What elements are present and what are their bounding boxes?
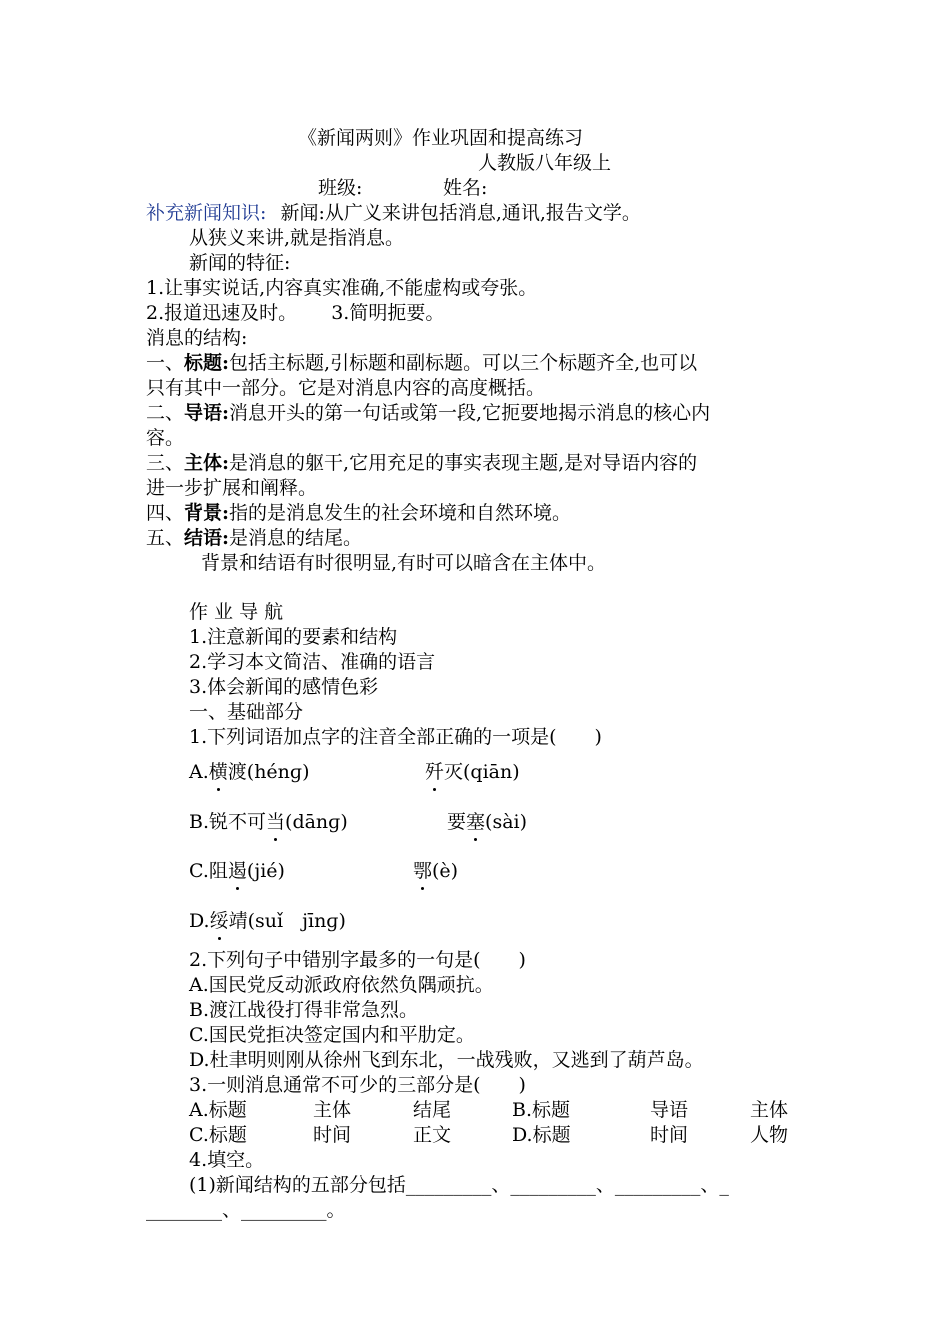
structure-text: 指的是消息发生的社会环境和自然环境。 <box>229 502 572 524</box>
guide-item: 2.学习本文简洁、准确的语言 <box>189 651 436 673</box>
question-1-stem: 1.下列词语加点字的注音全部正确的一项是( ) <box>189 726 602 748</box>
option-text: (è) <box>432 860 459 882</box>
knowledge-line-4: 1.让事实说话,内容真实准确,不能虚构或夸张。 <box>146 277 538 299</box>
q3-option-cell: 人物 <box>750 1124 789 1146</box>
structure-num: 四、 <box>146 502 185 524</box>
q3-option-cell: C.标题 <box>189 1124 247 1146</box>
structure-num: 三、 <box>146 452 185 474</box>
guide-item: 1.注意新闻的要素和结构 <box>189 626 398 648</box>
structure-cont: 只有其中一部分。它是对消息内容的高度概括。 <box>146 377 546 399</box>
structure-term: 结语: <box>184 527 230 549</box>
guide-heading: 作 业 导 航 <box>189 601 284 623</box>
dotted-char: 塞 <box>466 811 486 833</box>
q4-blank-line: (1)新闻结构的五部分包括_________、_________、_________、_ <box>189 1174 729 1196</box>
q1-option-c-2 <box>413 859 458 883</box>
q3-option-cell: A.标题 <box>189 1099 247 1121</box>
knowledge-line-6: 消息的结构: <box>146 327 248 349</box>
structure-item <box>146 526 362 550</box>
structure-text: 是消息的结尾。 <box>229 527 363 549</box>
structure-item <box>146 451 697 475</box>
q3-option-cell: 主体 <box>750 1099 789 1121</box>
q1-option-b-2 <box>447 810 527 834</box>
structure-cont: 进一步扩展和阐释。 <box>146 477 318 499</box>
option-text: 灭(qiān) <box>444 761 520 783</box>
option-text: 渡(hénɡ) <box>227 761 310 783</box>
dotted-char: 歼 <box>425 761 445 783</box>
q3-option-cell: D.标题 <box>512 1124 571 1146</box>
structure-note: 背景和结语有时很明显,有时可以暗含在主体中。 <box>201 552 607 574</box>
structure-item <box>146 501 571 525</box>
q1-option-a-2 <box>425 760 520 784</box>
q3-option-cell: 时间 <box>313 1124 352 1146</box>
structure-text: 是消息的躯干,它用充足的事实表现主题,是对导语内容的 <box>229 452 698 474</box>
structure-cont: 容。 <box>146 427 185 449</box>
option-prefix: 要 <box>447 811 467 833</box>
question-3-stem: 3.一则消息通常不可少的三部分是( ) <box>189 1074 526 1096</box>
q2-option: C.国民党拒决签定国内和平肋定。 <box>189 1024 475 1046</box>
structure-item <box>146 401 710 425</box>
q2-option: D.杜聿明则刚从徐州飞到东北，一战残败，又逃到了葫芦岛。 <box>189 1049 704 1071</box>
option-text: (dānɡ) <box>285 811 348 833</box>
question-2-stem: 2.下列句子中错别字最多的一句是( ) <box>189 949 526 971</box>
dotted-char: 鄂 <box>413 860 433 882</box>
knowledge-text: 新闻:从广义来讲包括消息,通讯,报告文学。 <box>280 202 641 224</box>
section-heading: 一、基础部分 <box>189 701 304 723</box>
structure-term: 背景: <box>184 502 230 524</box>
question-4-stem: 4.填空。 <box>189 1149 265 1171</box>
name-label: 姓名: <box>443 177 488 199</box>
q3-option-cell: 导语 <box>650 1099 689 1121</box>
option-prefix: C.阻 <box>189 860 228 882</box>
class-label: 班级: <box>318 177 363 199</box>
doc-subtitle: 人教版八年级上 <box>478 152 612 174</box>
q2-option: B.渡江战役打得非常急烈。 <box>189 999 419 1021</box>
dotted-char: 遏 <box>227 860 247 882</box>
option-prefix: D. <box>189 910 210 932</box>
feature-2: 2.报道迅速及时。 <box>146 302 298 324</box>
structure-text: 包括主标题,引标题和副标题。可以三个标题齐全,也可以 <box>229 352 698 374</box>
option-prefix: A. <box>189 761 209 783</box>
option-text: 靖(suǐ jīnɡ) <box>228 910 346 932</box>
dotted-char: 绥 <box>209 910 229 932</box>
doc-title: 《新闻两则》作业巩固和提高练习 <box>298 127 584 149</box>
structure-num: 一、 <box>146 352 185 374</box>
q1-option-d <box>189 909 346 933</box>
option-text: (sài) <box>485 811 528 833</box>
q3-option-cell: 时间 <box>650 1124 689 1146</box>
q4-blank-line-cont: ________、_________。 <box>146 1199 346 1221</box>
q3-option-cell: B.标题 <box>512 1099 571 1121</box>
knowledge-line-3: 新闻的特征: <box>189 252 291 274</box>
knowledge-line-1 <box>146 201 641 225</box>
q3-option-cell: 正文 <box>413 1124 452 1146</box>
knowledge-line-5 <box>146 301 444 325</box>
q3-option-cell: 主体 <box>313 1099 352 1121</box>
structure-term: 主体: <box>184 452 230 474</box>
option-text: (jié) <box>246 860 285 882</box>
dotted-char: 当 <box>266 811 286 833</box>
structure-term: 导语: <box>184 402 230 424</box>
option-prefix: B.锐不可 <box>189 811 267 833</box>
q3-option-cell: 结尾 <box>413 1099 452 1121</box>
structure-num: 五、 <box>146 527 185 549</box>
knowledge-heading: 补充新闻知识: <box>146 202 267 224</box>
guide-item: 3.体会新闻的感情色彩 <box>189 676 379 698</box>
knowledge-line-2: 从狭义来讲,就是指消息。 <box>189 227 405 249</box>
dotted-char: 横 <box>208 761 228 783</box>
q1-option-b <box>189 810 348 834</box>
q2-option: A.国民党反动派政府依然负隅顽抗。 <box>189 974 494 996</box>
feature-3: 3.简明扼要。 <box>331 302 445 324</box>
structure-item <box>146 351 697 375</box>
structure-num: 二、 <box>146 402 185 424</box>
q1-option-c <box>189 859 285 883</box>
structure-term: 标题: <box>184 352 230 374</box>
q1-option-a <box>189 760 310 784</box>
structure-text: 消息开头的第一句话或第一段,它扼要地揭示消息的核心内 <box>229 402 711 424</box>
